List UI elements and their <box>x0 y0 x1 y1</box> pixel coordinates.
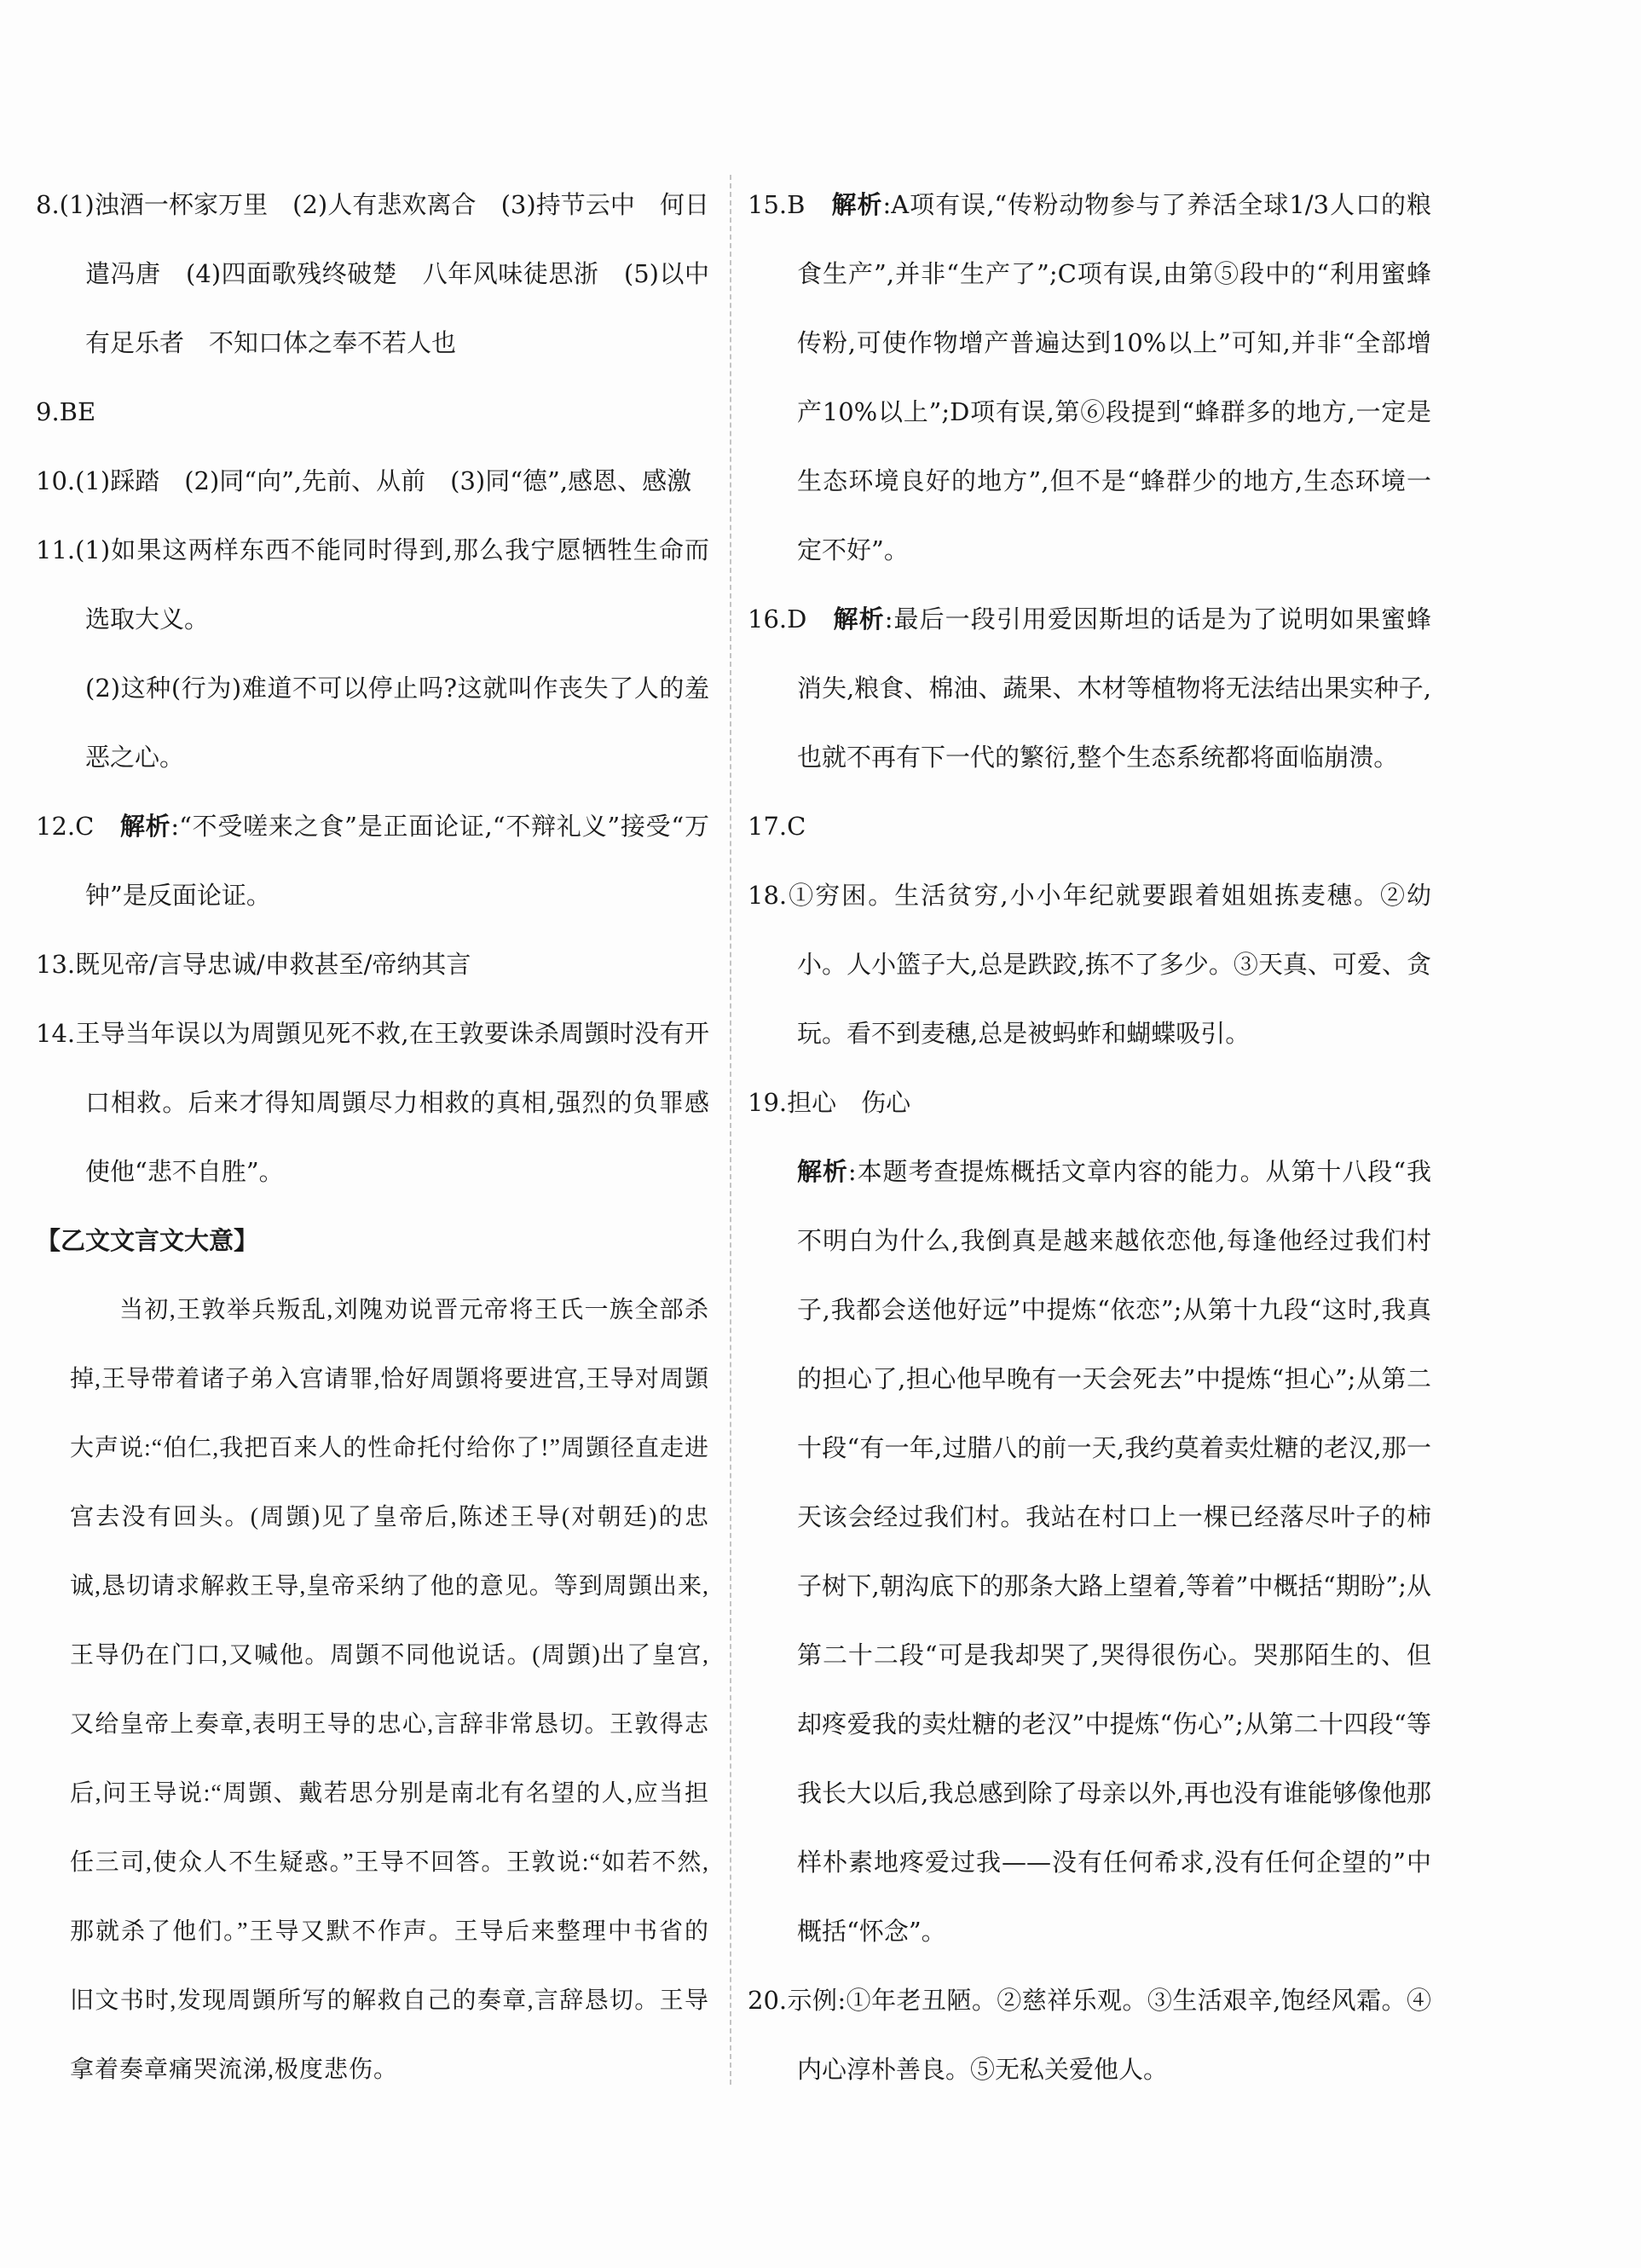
answer-11-part2: (2)这种(行为)难道不可以停止吗?这就叫作丧失了人的羞恶之心。 <box>85 674 709 772</box>
answer-14: 14.王导当年误以为周顗见死不救,在王敦要诛杀周顗时没有开口相救。后来才得知周顗尽力相救的真相,强烈的负罪感使他“悲不自胜”。 <box>36 1019 709 1186</box>
answer-16-analysis: :最后一段引用爱因斯坦的话是为了说明如果蜜蜂消失,粮食、棉油、蔬果、木材等植物将无法结出果实种子,也就不再有下一代的繁衍,整个生态系统都将面临崩溃。 <box>797 605 1431 772</box>
analysis-label: 解析 <box>797 1157 848 1186</box>
answer-12 <box>36 792 709 930</box>
answer-12-analysis: :“不受嗟来之食”是正面论证,“不辩礼义”接受“万钟”是反面论证。 <box>85 812 709 910</box>
answer-8: 8.(1)浊酒一杯家万里 (2)人有悲欢离合 (3)持节云中 何日遣冯唐 (4)四面歌残终破楚 八年风味徒思浙 (5)以中有足乐者 不知口体之奉不若人也 <box>36 190 709 357</box>
answer-19: 19.担心 伤心 <box>748 1088 911 1117</box>
answer-13: 13.既见帝/言导忠诚/申救甚至/帝纳其言 <box>36 950 471 979</box>
answer-17: 17.C <box>748 812 806 841</box>
answer-11-part1: 11.(1)如果这两样东西不能同时得到,那么我宁愿牺牲生命而选取大义。 <box>36 535 709 634</box>
left-column <box>36 171 709 2104</box>
column-divider <box>730 175 731 2085</box>
analysis-label: 解析 <box>833 605 885 634</box>
classical-text-translation: 当初,王敦举兵叛乱,刘隗劝说晋元帝将王氏一族全部杀掉,王导带着诸子弟入宫请罪,恰好周顗将要进宫,王导对周顗大声说:“伯仁,我把百来人的性命托付给你了!”周顗径直走进宫去没有回头。(周顗)见了皇帝后,陈述王导(对朝廷)的忠诚,恳切请求解救王导,皇帝采纳了他的意见。等到周顗出来,王导仍在门口,又喊他。周顗不同他说话。(周顗)出了皇宫,又给皇帝上奏章,表明王导的忠心,言辞非常恳切。王敦得志后,问王导说:“周顗、戴若思分别是南北有名望的人,应当担任三司,使众人不生疑惑。”王导不回答。王敦说:“如若不然,那就杀了他们。”王导又默不作声。王导后来整理中书省的旧文书时,发现周顗所写的解救自己的奏章,言辞恳切。王导拿着奏章痛哭流涕,极度悲伤。 <box>70 1297 709 2083</box>
answer-19-analysis-text: :本题考查提炼概括文章内容的能力。从第十八段“我不明白为什么,我倒真是越来越依恋他,每逢他经过我们村子,我都会送他好远”中提炼“依恋”;从第十九段“这时,我真的担心了,担心他早晚有一天会死去”中提炼“担心”;从第二十段“有一年,过腊八的前一天,我约莫着卖灶糖的老汉,那一天该会经过我们村。我站在村口上一棵已经落尽叶子的柿子树下,朝沟底下的那条大路上望着,等着”中概括“期盼”;从第二十二段“可是我却哭了,哭得很伤心。哭那陌生的、但却疼爱我的卖灶糖的老汉”中提炼“伤心”;从第二十四段“等我长大以后,我总感到除了母亲以外,再也没有谁能够像他那样朴素地疼爱过我——没有任何希求,没有任何企望的”中概括“怀念”。 <box>797 1157 1431 1946</box>
answer-20: 20.示例:①年老丑陋。②慈祥乐观。③生活艰辛,饱经风霜。④内心淳朴善良。⑤无私关爱他人。 <box>748 1986 1431 2084</box>
answer-16-choice: 16.D <box>748 605 834 634</box>
analysis-label: 解析 <box>831 190 883 219</box>
answer-15 <box>748 171 1431 585</box>
answer-10: 10.(1)踩踏 (2)同“向”,先前、从前 (3)同“德”,感恩、感激 <box>36 466 692 495</box>
answer-19-analysis <box>748 1137 1431 1966</box>
section-title: 【乙文文言文大意】 <box>36 1226 259 1255</box>
answer-15-choice: 15.B <box>748 190 832 219</box>
answer-15-analysis: :A项有误,“传粉动物参与了养活全球1/3人口的粮食生产”,并非“生产了”;C项有误,由第⑤段中的“利用蜜蜂传粉,可使作物增产普遍达到10%以上”可知,并非“全部增产10%以上”;D项有误,第⑥段提到“蜂群多的地方,一定是生态环境良好的地方”,但不是“蜂群少的地方,生态环境一定不好”。 <box>797 190 1431 564</box>
answer-9: 9.BE <box>36 397 96 426</box>
answer-18: 18.①穷困。生活贫穷,小小年纪就要跟着姐姐拣麦穗。②幼小。人小篮子大,总是跌跤,拣不了多少。③天真、可爱、贪玩。看不到麦穗,总是被蚂蚱和蝴蝶吸引。 <box>748 881 1431 1048</box>
answer-16 <box>748 585 1431 792</box>
analysis-label: 解析 <box>119 812 171 841</box>
answer-12-choice: 12.C <box>36 812 120 841</box>
right-column <box>748 171 1431 2104</box>
